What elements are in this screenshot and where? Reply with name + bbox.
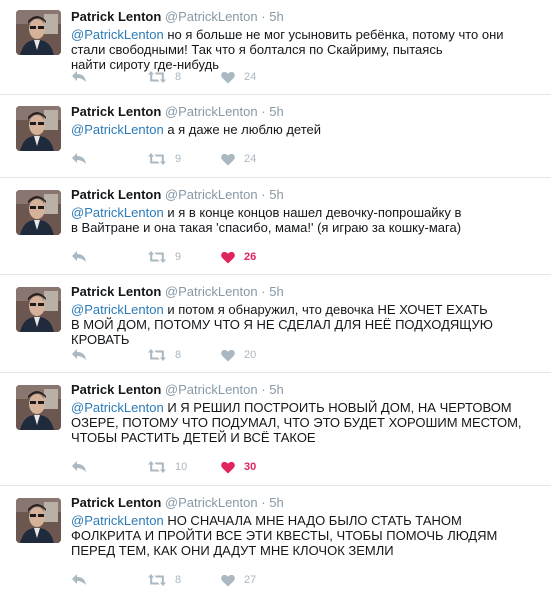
mention-link[interactable]: @PatrickLenton	[71, 513, 164, 528]
tweet-timestamp[interactable]: 5h	[269, 104, 284, 119]
heart-icon	[221, 153, 235, 166]
tweet[interactable]	[0, 178, 551, 275]
author-name[interactable]: Patrick Lenton	[71, 284, 162, 299]
like-count: 27	[244, 574, 257, 586]
mention-link[interactable]: @PatrickLenton	[71, 302, 164, 317]
mention-link[interactable]: @PatrickLenton	[71, 122, 164, 137]
retweet-count: 8	[175, 71, 182, 83]
reply-button[interactable]	[71, 249, 87, 265]
mention-link[interactable]: @PatrickLenton	[71, 205, 164, 220]
header-separator: ·	[261, 187, 266, 202]
retweet-icon	[148, 250, 166, 264]
retweet-count: 8	[175, 349, 182, 361]
tweet-timestamp[interactable]: 5h	[269, 187, 284, 202]
author-name[interactable]: Patrick Lenton	[71, 495, 162, 510]
retweet-icon	[148, 348, 166, 362]
header-separator: ·	[261, 104, 266, 119]
heart-icon	[221, 574, 235, 587]
retweet-button[interactable]	[148, 69, 181, 85]
tweet-header	[71, 104, 284, 120]
tweet-text	[71, 122, 531, 137]
author-name[interactable]: Patrick Lenton	[71, 382, 162, 397]
reply-icon	[71, 70, 87, 84]
author-name[interactable]: Patrick Lenton	[71, 187, 162, 202]
retweet-button[interactable]	[148, 459, 187, 475]
like-button[interactable]	[221, 459, 256, 475]
tweet-timestamp[interactable]: 5h	[269, 382, 284, 397]
avatar[interactable]	[16, 10, 61, 55]
retweet-count: 9	[175, 251, 182, 263]
author-handle[interactable]: @PatrickLenton	[164, 495, 258, 510]
tweet-body: а я даже не люблю детей	[163, 122, 322, 137]
avatar[interactable]	[16, 287, 61, 332]
tweet-body: но я больше не мог усыновить ребёнка, потому что они стали свободными! Так что я болтался по Скайриму, пытаясь найти сироту где-нибудь	[71, 27, 504, 72]
retweet-button[interactable]	[148, 249, 181, 265]
reply-button[interactable]	[71, 151, 87, 167]
header-separator: ·	[261, 284, 266, 299]
tweet-body: и я в конце концов нашел девочку-попрошайку в в Вайтране и она такая 'спасибо, мама!' (я играю за кошку-мага)	[71, 205, 462, 235]
like-button[interactable]	[221, 151, 256, 167]
tweet[interactable]	[0, 373, 551, 486]
like-count: 24	[244, 71, 257, 83]
retweet-icon	[148, 70, 166, 84]
author-name[interactable]: Patrick Lenton	[71, 9, 162, 24]
retweet-count: 9	[175, 153, 182, 165]
like-button[interactable]	[221, 69, 256, 85]
tweet-header	[71, 9, 284, 25]
retweet-icon	[148, 460, 166, 474]
author-handle[interactable]: @PatrickLenton	[164, 382, 258, 397]
reply-icon	[71, 348, 87, 362]
tweet-body: НО СНАЧАЛА МНЕ НАДО БЫЛО СТАТЬ ТАНОМ ФОЛКРИТА И ПРОЙТИ ВСЕ ЭТИ КВЕСТЫ, ЧТОБЫ ПОМОЧЬ ЛЮДЯМ ПЕРЕД ТЕМ, КАК ОНИ ДАДУТ МНЕ КЛОЧОК ЗЕМЛИ	[71, 513, 498, 558]
reply-icon	[71, 460, 87, 474]
heart-icon	[221, 349, 235, 362]
mention-link[interactable]: @PatrickLenton	[71, 400, 164, 415]
tweet-text	[71, 400, 531, 445]
tweet-text	[71, 513, 531, 558]
like-count: 20	[244, 349, 257, 361]
avatar[interactable]	[16, 385, 61, 430]
tweet-header	[71, 382, 284, 398]
retweet-count: 8	[175, 574, 182, 586]
retweet-button[interactable]	[148, 572, 181, 588]
tweet[interactable]	[0, 0, 551, 95]
reply-button[interactable]	[71, 459, 87, 475]
like-button[interactable]	[221, 347, 256, 363]
header-separator: ·	[261, 382, 266, 397]
like-count: 30	[244, 461, 257, 473]
like-count: 24	[244, 153, 257, 165]
reply-button[interactable]	[71, 69, 87, 85]
mention-link[interactable]: @PatrickLenton	[71, 27, 164, 42]
heart-icon	[221, 461, 235, 474]
retweet-icon	[148, 573, 166, 587]
header-separator: ·	[261, 9, 266, 24]
tweet[interactable]	[0, 486, 551, 600]
tweet[interactable]	[0, 95, 551, 178]
retweet-icon	[148, 152, 166, 166]
like-button[interactable]	[221, 249, 256, 265]
like-count: 26	[244, 251, 257, 263]
author-handle[interactable]: @PatrickLenton	[164, 284, 258, 299]
avatar[interactable]	[16, 498, 61, 543]
heart-icon	[221, 71, 235, 84]
retweet-button[interactable]	[148, 151, 181, 167]
tweet-header	[71, 284, 284, 300]
retweet-button[interactable]	[148, 347, 181, 363]
tweet-text	[71, 27, 531, 72]
reply-button[interactable]	[71, 347, 87, 363]
heart-icon	[221, 251, 235, 264]
tweet-header	[71, 187, 284, 203]
tweet-body: и потом я обнаружил, что девочка НЕ ХОЧЕТ ЕХАТЬ В МОЙ ДОМ, ПОТОМУ ЧТО Я НЕ СДЕЛАЛ ДЛЯ НЕЁ ПОДХОДЯЩУЮ КРОВАТЬ	[71, 302, 493, 347]
avatar[interactable]	[16, 190, 61, 235]
tweet-header	[71, 495, 284, 511]
reply-icon	[71, 250, 87, 264]
author-handle[interactable]: @PatrickLenton	[164, 9, 258, 24]
tweet-timestamp[interactable]: 5h	[269, 284, 284, 299]
tweet-timestamp[interactable]: 5h	[269, 9, 284, 24]
like-button[interactable]	[221, 572, 256, 588]
header-separator: ·	[261, 495, 266, 510]
retweet-count: 10	[175, 461, 188, 473]
reply-icon	[71, 152, 87, 166]
tweet[interactable]	[0, 275, 551, 373]
reply-button[interactable]	[71, 572, 87, 588]
tweet-text	[71, 302, 531, 347]
avatar[interactable]	[16, 106, 61, 151]
tweet-body: И Я РЕШИЛ ПОСТРОИТЬ НОВЫЙ ДОМ, НА ЧЕРТОВОМ ОЗЕРЕ, ПОТОМУ ЧТО ПОДУМАЛ, ЧТО ЭТО БУДЕТ ХОРОШИМ МЕСТОМ, ЧТОБЫ РАСТИТЬ ДЕТЕЙ И ВСЁ ТАКОЕ	[71, 400, 522, 445]
tweet-text	[71, 205, 531, 235]
reply-icon	[71, 573, 87, 587]
tweet-timestamp[interactable]: 5h	[269, 495, 284, 510]
author-name[interactable]: Patrick Lenton	[71, 104, 162, 119]
author-handle[interactable]: @PatrickLenton	[164, 187, 258, 202]
author-handle[interactable]: @PatrickLenton	[164, 104, 258, 119]
